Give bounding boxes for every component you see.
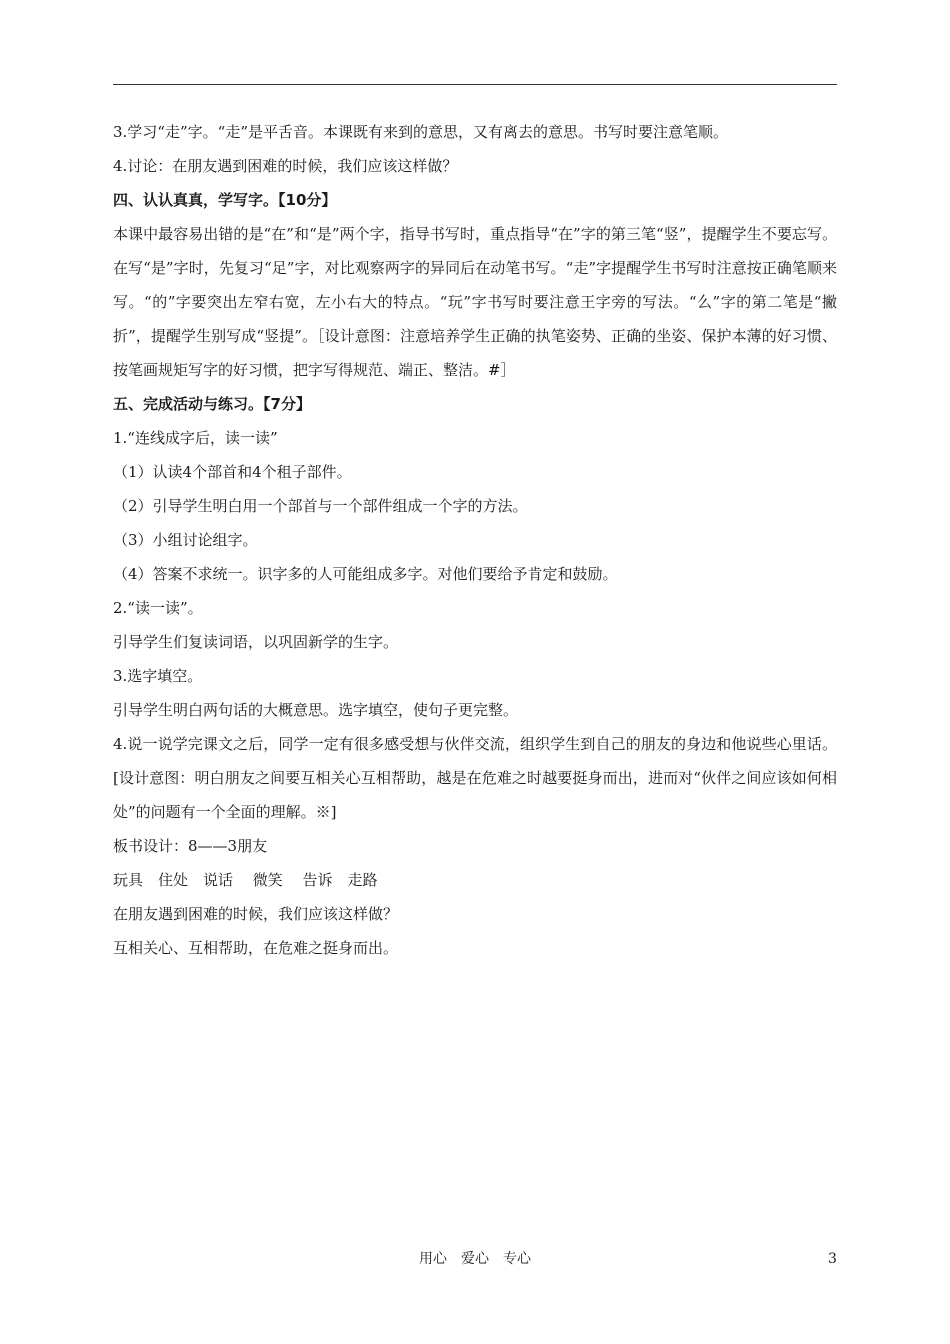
- text-line: 3.学习“走”字。“走”是平舌音。本课既有来到的意思，又有离去的意思。书写时要注意笔顺。: [113, 123, 728, 141]
- footer-motto: 用心 爱心 专心: [419, 1251, 531, 1267]
- page-number: 3: [828, 1251, 837, 1267]
- list-item: （4）答案不求统一。识字多的人可能组成多字。对他们要给予肯定和鼓励。: [113, 565, 618, 583]
- document-body: [113, 122, 837, 958]
- text-line: 互相关心、互相帮助，在危难之挺身而出。: [113, 939, 399, 957]
- text-line: 2.“读一读”。: [113, 599, 203, 617]
- board-design-words: 玩具 住处 说话 微笑 告诉 走路: [113, 871, 378, 889]
- list-item: （3）小组讨论组字。: [113, 531, 258, 549]
- section-heading: 四、认认真真，学写字。【10分】: [113, 191, 337, 209]
- list-item: （2）引导学生明白用一个部首与一个部件组成一个字的方法。: [113, 497, 528, 515]
- paragraph: 本课中最容易出错的是“在”和“是”两个字，指导书写时，重点指导“在”字的第三笔“竖”，提醒学生不要忘写。在写“是”字时，先复习“足”字，对比观察两字的异同后在动笔书写。“走”字提醒学生书写时注意按正确笔顺来写。“的”字要突出左窄右宽，左小右大的特点。“玩”字书写时要注意王字旁的写法。“么”字的第二笔是“撇折”，提醒学生别写成“竖提”。［设计意图：注意培养学生正确的执笔姿势、正确的坐姿、保护本薄的好习惯、按笔画规矩写字的好习惯，把字写得规范、端正、整洁。#］: [113, 225, 837, 379]
- text-line: 1.“连线成字后，读一读”: [113, 429, 278, 447]
- list-item: （1）认读4个部首和4个租子部件。: [113, 463, 352, 481]
- text-line: 引导学生们复读词语，以巩固新学的生字。: [113, 633, 399, 651]
- paragraph: 4.说一说学完课文之后，同学一定有很多感受想与伙伴交流，组织学生到自己的朋友的身边和他说些心里话。[设计意图：明白朋友之间要互相关心互相帮助，越是在危难之时越要挺身而出，进而对“伙伴之间应该如何相处”的问题有一个全面的理解。※]: [113, 735, 837, 821]
- section-heading: 五、完成活动与练习。【7分】: [113, 395, 311, 413]
- text-line: 在朋友遇到困难的时候，我们应该这样做？: [113, 905, 399, 923]
- text-line: 4.讨论：在朋友遇到困难的时候，我们应该这样做？: [113, 157, 458, 175]
- header-rule: [113, 84, 837, 85]
- text-line: 3.选字填空。: [113, 667, 203, 685]
- board-design-title: 板书设计：8——3朋友: [113, 837, 268, 855]
- text-line: 引导学生明白两句话的大概意思。选字填空，使句子更完整。: [113, 701, 519, 719]
